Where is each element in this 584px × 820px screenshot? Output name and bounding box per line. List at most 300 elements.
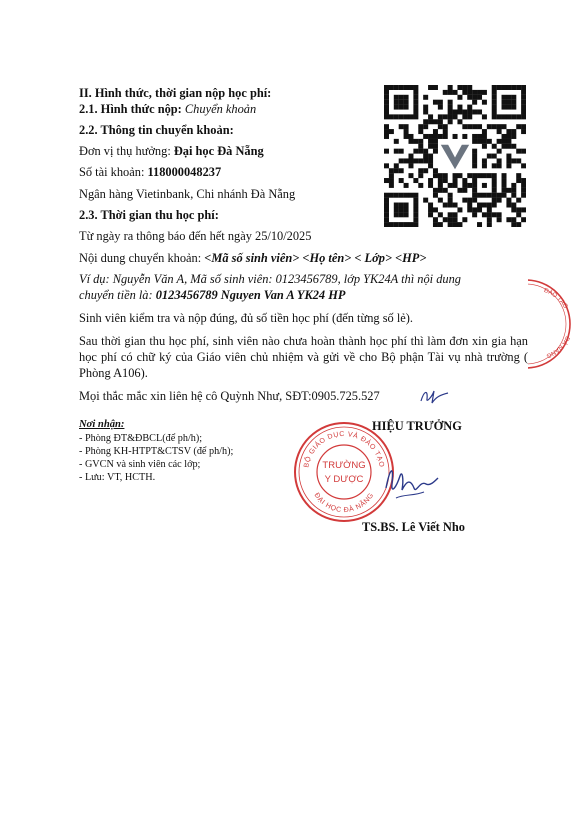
stamp-center-bottom: Y DƯỢC <box>324 474 364 485</box>
qr-module <box>477 134 482 139</box>
qr-module <box>418 129 423 134</box>
qr-module <box>428 178 433 183</box>
qr-module <box>408 154 413 159</box>
qr-module <box>487 154 492 159</box>
time-text: Từ ngày ra thông báo đến hết ngày 25/10/2025 <box>79 229 312 243</box>
qr-module <box>516 222 521 227</box>
signer-role: HIỆU TRƯỞNG <box>372 419 462 433</box>
example-transfer-content: 0123456789 Nguyen Van A YK24 HP <box>155 288 346 302</box>
qr-module <box>472 95 477 100</box>
qr-module <box>404 134 409 139</box>
qr-module <box>404 203 409 208</box>
qr-module <box>521 95 526 100</box>
qr-module <box>467 95 472 100</box>
qr-module <box>472 193 477 198</box>
qr-module <box>477 90 482 95</box>
qr-module <box>521 188 526 193</box>
qr-module <box>413 114 418 119</box>
qr-module <box>477 207 482 212</box>
qr-module <box>423 124 428 129</box>
qr-module <box>384 207 389 212</box>
qr-module <box>453 173 458 178</box>
qr-module <box>404 129 409 134</box>
qr-module <box>404 124 409 129</box>
contact-notice: Mọi thắc mắc xin liên hệ cô Quỳnh Như, SĐT:0905.725.527 <box>79 389 380 403</box>
qr-module <box>384 85 389 90</box>
qr-module <box>404 222 409 227</box>
qr-module <box>497 139 502 144</box>
qr-module <box>521 114 526 119</box>
beneficiary-label: Đơn vị thụ hưởng: <box>79 144 174 158</box>
qr-module <box>462 109 467 114</box>
qr-module <box>404 212 409 217</box>
qr-module <box>497 124 502 129</box>
qr-module <box>438 100 443 105</box>
qr-module <box>389 183 394 188</box>
recipients-title: Nơi nhận: <box>79 419 125 430</box>
qr-module <box>511 114 516 119</box>
handwritten-signature <box>380 458 442 506</box>
qr-module <box>492 178 497 183</box>
payment-form-value: Chuyển khoản <box>184 102 257 116</box>
qr-module <box>502 193 507 198</box>
qr-module <box>457 188 462 193</box>
qr-module <box>472 109 477 114</box>
qr-module <box>413 193 418 198</box>
qr-module <box>389 173 394 178</box>
qr-module <box>506 217 511 222</box>
qr-module <box>384 134 389 139</box>
qr-module <box>521 178 526 183</box>
qr-module <box>428 85 433 90</box>
qr-module <box>389 129 394 134</box>
qr-module <box>457 119 462 124</box>
qr-module <box>487 173 492 178</box>
qr-module <box>516 124 521 129</box>
qr-module <box>438 212 443 217</box>
qr-module <box>443 129 448 134</box>
qr-module <box>418 139 423 144</box>
qr-module <box>502 139 507 144</box>
qr-module <box>467 207 472 212</box>
qr-module <box>404 105 409 110</box>
qr-module <box>453 114 458 119</box>
account-label: Số tài khoản: <box>79 165 148 179</box>
qr-module <box>506 95 511 100</box>
qr-module <box>492 124 497 129</box>
qr-module <box>521 207 526 212</box>
qr-module <box>423 134 428 139</box>
qr-module <box>399 203 404 208</box>
qr-module <box>482 139 487 144</box>
qr-module <box>516 198 521 203</box>
qr-module <box>394 163 399 168</box>
qr-module <box>453 183 458 188</box>
qr-module <box>502 134 507 139</box>
qr-module <box>477 222 482 227</box>
qr-module <box>506 85 511 90</box>
qr-module <box>482 144 487 149</box>
qr-module <box>482 134 487 139</box>
bank-name: Ngân hàng Vietinbank, Chi nhánh Đà Nẵng <box>79 187 296 201</box>
qr-module <box>428 154 433 159</box>
qr-module <box>399 168 404 173</box>
qr-module <box>404 95 409 100</box>
qr-module <box>394 203 399 208</box>
qr-module <box>394 168 399 173</box>
time-heading: 2.3. Thời gian thu học phí: <box>79 208 219 222</box>
qr-module <box>448 198 453 203</box>
qr-module <box>521 85 526 90</box>
qr-module <box>462 124 467 129</box>
qr-module <box>487 212 492 217</box>
qr-module <box>467 183 472 188</box>
qr-module <box>448 203 453 208</box>
qr-module <box>408 134 413 139</box>
qr-module <box>433 173 438 178</box>
qr-module <box>453 222 458 227</box>
qr-module <box>482 90 487 95</box>
qr-module <box>472 183 477 188</box>
qr-module <box>399 95 404 100</box>
qr-module <box>487 207 492 212</box>
qr-module <box>433 85 438 90</box>
qr-module <box>394 100 399 105</box>
qr-module <box>482 114 487 119</box>
qr-module <box>443 203 448 208</box>
qr-module <box>477 95 482 100</box>
beneficiary-line <box>79 143 264 159</box>
qr-module <box>492 163 497 168</box>
qr-module <box>472 124 477 129</box>
transfer-content-label: Nội dung chuyển khoản: <box>79 251 205 265</box>
qr-module <box>521 105 526 110</box>
qr-module <box>472 100 477 105</box>
qr-module <box>506 203 511 208</box>
qr-module <box>457 222 462 227</box>
qr-module <box>448 105 453 110</box>
qr-module <box>408 222 413 227</box>
qr-module <box>428 139 433 144</box>
qr-module <box>511 144 516 149</box>
qr-module <box>497 163 502 168</box>
qr-module <box>384 217 389 222</box>
qr-module <box>399 114 404 119</box>
qr-module <box>453 90 458 95</box>
qr-module <box>472 154 477 159</box>
qr-module <box>453 212 458 217</box>
qr-module <box>433 207 438 212</box>
qr-module <box>462 217 467 222</box>
qr-module <box>467 85 472 90</box>
qr-module <box>399 124 404 129</box>
qr-module <box>418 158 423 163</box>
qr-module <box>433 139 438 144</box>
qr-module <box>408 139 413 144</box>
qr-module <box>423 198 428 203</box>
qr-module <box>521 100 526 105</box>
qr-module <box>413 207 418 212</box>
qr-module <box>394 193 399 198</box>
qr-module <box>472 188 477 193</box>
qr-module <box>457 105 462 110</box>
transfer-info-heading: 2.2. Thông tin chuyển khoản: <box>79 123 234 137</box>
qr-module <box>506 134 511 139</box>
qr-module <box>472 134 477 139</box>
qr-module <box>487 203 492 208</box>
qr-module <box>502 100 507 105</box>
qr-module <box>477 109 482 114</box>
qr-module <box>433 149 438 154</box>
qr-module <box>418 149 423 154</box>
qr-module <box>497 212 502 217</box>
qr-module <box>413 139 418 144</box>
qr-module <box>404 100 409 105</box>
qr-module <box>472 139 477 144</box>
qr-module <box>487 139 492 144</box>
qr-module <box>408 193 413 198</box>
qr-module <box>492 183 497 188</box>
qr-module <box>497 158 502 163</box>
qr-module <box>502 173 507 178</box>
qr-module <box>506 198 511 203</box>
qr-module <box>502 178 507 183</box>
qr-module <box>389 85 394 90</box>
qr-module <box>399 158 404 163</box>
qr-module <box>433 100 438 105</box>
example-prefix: chuyển tiền là: <box>79 288 156 302</box>
qr-module <box>511 158 516 163</box>
qr-module <box>443 188 448 193</box>
qr-module <box>448 90 453 95</box>
qr-module <box>413 95 418 100</box>
qr-module <box>502 105 507 110</box>
qr-module <box>516 173 521 178</box>
qr-module <box>384 124 389 129</box>
qr-module <box>521 183 526 188</box>
qr-module <box>413 198 418 203</box>
qr-module <box>404 183 409 188</box>
qr-module <box>506 158 511 163</box>
recipient-item: - Phòng KH-HTPT&CTSV (để ph/h); <box>79 446 234 457</box>
qr-module <box>502 188 507 193</box>
qr-module <box>506 129 511 134</box>
qr-module <box>482 203 487 208</box>
qr-module <box>408 158 413 163</box>
qr-module <box>516 158 521 163</box>
qr-module <box>492 105 497 110</box>
qr-module <box>521 217 526 222</box>
qr-module <box>521 109 526 114</box>
qr-module <box>384 222 389 227</box>
qr-center-logo-icon <box>441 145 469 169</box>
qr-module <box>443 134 448 139</box>
qr-module <box>448 217 453 222</box>
transfer-content-line <box>79 250 426 266</box>
beneficiary-value: Đại học Đà Nẵng <box>173 144 264 158</box>
qr-module <box>413 85 418 90</box>
qr-module <box>506 154 511 159</box>
qr-module <box>497 114 502 119</box>
qr-module <box>438 134 443 139</box>
qr-module <box>521 124 526 129</box>
qr-module <box>453 203 458 208</box>
qr-module <box>428 183 433 188</box>
recipient-item: - Phòng ĐT&ĐBCL(để ph/h); <box>79 433 203 444</box>
qr-module <box>472 207 477 212</box>
qr-module <box>443 178 448 183</box>
qr-module <box>413 105 418 110</box>
qr-module <box>413 109 418 114</box>
qr-module <box>394 139 399 144</box>
qr-module <box>477 193 482 198</box>
qr-module <box>497 85 502 90</box>
qr-module <box>413 222 418 227</box>
qr-module <box>467 198 472 203</box>
qr-module <box>467 124 472 129</box>
qr-module <box>399 149 404 154</box>
qr-module <box>399 212 404 217</box>
qr-module <box>384 198 389 203</box>
qr-module <box>492 109 497 114</box>
qr-module <box>516 178 521 183</box>
qr-module <box>423 109 428 114</box>
qr-module <box>433 217 438 222</box>
svg-text:ĐẠI HỌC ĐÀ NẴNG <box>313 492 376 514</box>
qr-module <box>457 173 462 178</box>
qr-module <box>502 144 507 149</box>
payment-form-line <box>79 101 256 117</box>
qr-module <box>506 163 511 168</box>
qr-module <box>408 114 413 119</box>
qr-module <box>511 217 516 222</box>
qr-module <box>492 188 497 193</box>
qr-module <box>492 154 497 159</box>
qr-module <box>477 139 482 144</box>
stamp-ring-top: BỘ GIÁO DỤC VÀ ĐÀO TẠO <box>303 430 385 469</box>
qr-module <box>433 134 438 139</box>
qr-module <box>521 163 526 168</box>
qr-module <box>457 207 462 212</box>
qr-module <box>511 222 516 227</box>
qr-module <box>408 85 413 90</box>
recipient-item: - GVCN và sinh viên các lớp; <box>79 459 201 470</box>
qr-module <box>511 193 516 198</box>
qr-module <box>413 203 418 208</box>
qr-module <box>502 114 507 119</box>
qr-module <box>423 154 428 159</box>
qr-module <box>492 173 497 178</box>
qr-module <box>443 114 448 119</box>
qr-module <box>462 90 467 95</box>
qr-module <box>506 100 511 105</box>
qr-module <box>502 183 507 188</box>
qr-module <box>399 178 404 183</box>
qr-module <box>428 158 433 163</box>
qr-module <box>516 212 521 217</box>
qr-module <box>511 207 516 212</box>
qr-module <box>497 149 502 154</box>
qr-module <box>482 163 487 168</box>
qr-module <box>472 90 477 95</box>
qr-module <box>433 222 438 227</box>
qr-module <box>389 168 394 173</box>
qr-module <box>502 85 507 90</box>
qr-module <box>394 105 399 110</box>
qr-module <box>399 85 404 90</box>
qr-module <box>433 119 438 124</box>
qr-module <box>428 114 433 119</box>
qr-module <box>418 173 423 178</box>
qr-module <box>399 207 404 212</box>
section-heading: II. Hình thức, thời gian nộp học phí: <box>79 86 272 100</box>
qr-module <box>423 158 428 163</box>
qr-module <box>511 85 516 90</box>
qr-module <box>413 178 418 183</box>
qr-module <box>521 193 526 198</box>
qr-module <box>516 149 521 154</box>
qr-module <box>384 90 389 95</box>
qr-module <box>418 144 423 149</box>
qr-module <box>462 188 467 193</box>
qr-module <box>384 212 389 217</box>
qr-module <box>433 129 438 134</box>
signer-name: TS.BS. Lê Viết Nho <box>362 520 465 534</box>
payment-form-label: 2.1. Hình thức nộp: <box>79 102 182 116</box>
qr-module <box>433 144 438 149</box>
qr-module <box>453 109 458 114</box>
qr-module <box>511 95 516 100</box>
qr-module <box>521 149 526 154</box>
qr-module <box>384 149 389 154</box>
transfer-content-format: <Mã số sinh viên> <Họ tên> < Lớp> <HP> <box>204 251 427 265</box>
qr-module <box>482 158 487 163</box>
qr-module <box>418 124 423 129</box>
qr-module <box>404 158 409 163</box>
qr-module <box>516 85 521 90</box>
qr-module <box>492 198 497 203</box>
qr-module <box>492 100 497 105</box>
qr-module <box>502 124 507 129</box>
qr-module <box>511 183 516 188</box>
partial-seal-top: ĐÀO TẠO <box>542 286 570 310</box>
qr-module <box>394 95 399 100</box>
qr-module <box>389 193 394 198</box>
qr-module <box>448 183 453 188</box>
qr-module <box>404 207 409 212</box>
stamp-center-top: TRƯỜNG <box>322 460 366 471</box>
qr-module <box>394 114 399 119</box>
qr-module <box>457 109 462 114</box>
qr-module <box>448 193 453 198</box>
qr-module <box>443 217 448 222</box>
qr-module <box>428 163 433 168</box>
qr-module <box>418 168 423 173</box>
qr-module <box>428 212 433 217</box>
qr-module <box>408 173 413 178</box>
qr-module <box>467 109 472 114</box>
qr-module <box>428 203 433 208</box>
qr-module <box>413 158 418 163</box>
qr-module <box>506 105 511 110</box>
qr-module <box>413 212 418 217</box>
qr-module <box>511 105 516 110</box>
qr-module <box>472 212 477 217</box>
qr-module <box>433 188 438 193</box>
qr-module <box>438 222 443 227</box>
qr-module <box>492 95 497 100</box>
qr-module <box>492 90 497 95</box>
